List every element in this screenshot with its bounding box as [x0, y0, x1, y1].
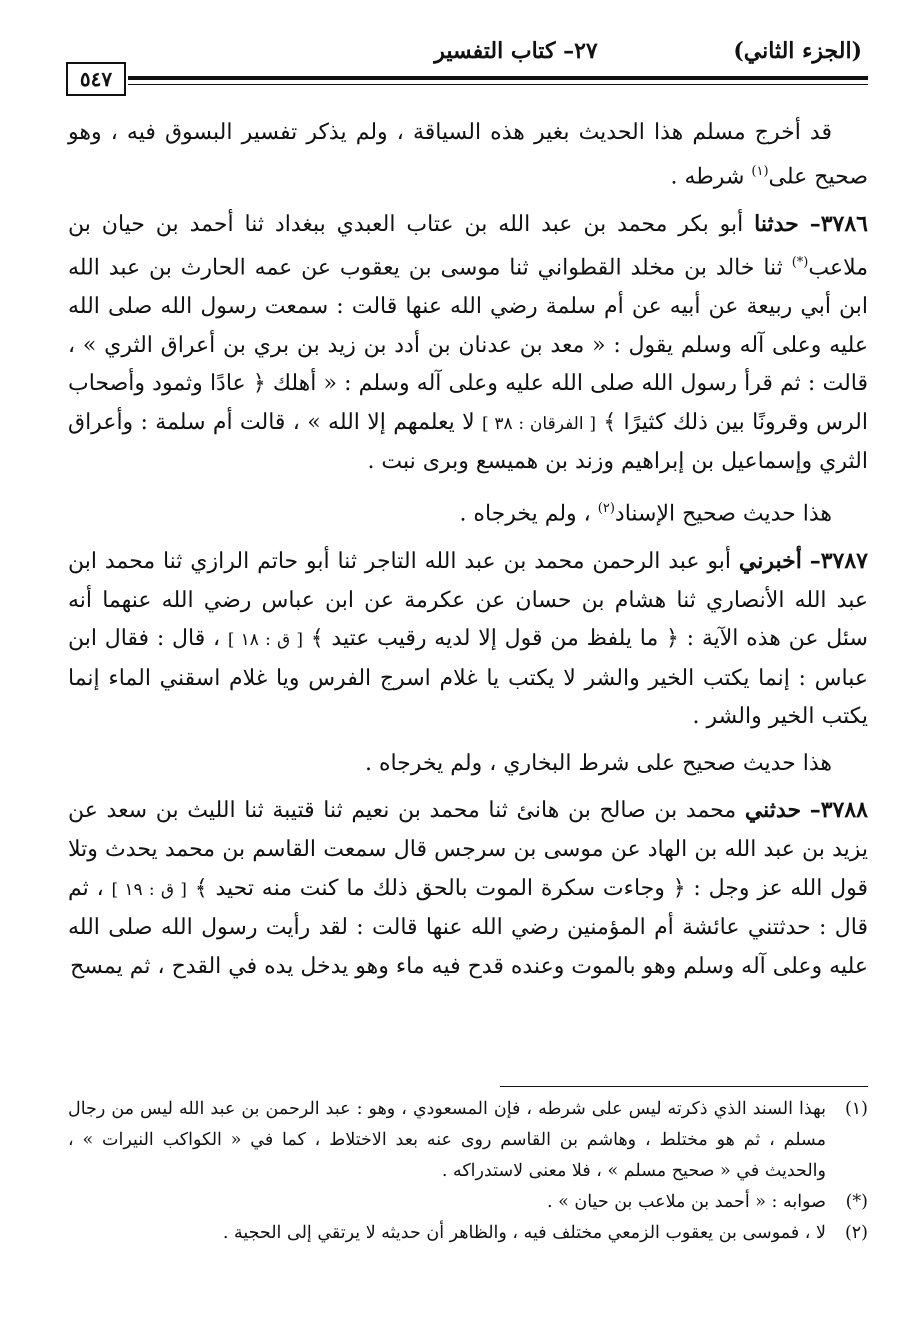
quran-reference: [ الفرقان : ٣٨ ] [482, 413, 596, 434]
page-number: ٥٤٧ [79, 67, 113, 91]
footnotes [68, 1094, 868, 1249]
main-text [68, 114, 868, 994]
hadith-text: أبو عبد الرحمن محمد بن عبد الله التاجر ثنا أبو حاتم الرازي ثنا محمد ابن عبد الله الأنصاري ثنا هشام بن حسان عن عكرمة عن ابن عباس رضي الله عنهما أنه سئل عن هذه الآية : ﴿ ما يلفظ من قول إلا لديه رقيب عتيد ﴾ [68, 548, 868, 652]
hadith-number: ٣٧٨٨– [809, 797, 868, 824]
grading-text-end: ، ولم يخرجاه . [459, 501, 591, 527]
hadith-3786 [68, 205, 868, 482]
footnote-text: صوابه : « أحمد بن ملاعب بن حيان » . [546, 1192, 826, 1212]
hadith-text: لا يعلمهم إلا الله » ، قالت أم سلمة : وأعراق الثري وإسماعيل بن إبراهيم وزند بن هميسع وبرى نبت . [68, 409, 868, 475]
footnote [68, 1218, 868, 1249]
volume-label: (الجزء الثاني) [733, 38, 862, 64]
header-rule-thick [128, 76, 868, 80]
hadith-text: أبو بكر محمد بن عبد الله بن عتاب العبدي ببغداد ثنا أحمد بن حيان بن ملاعب [68, 211, 868, 281]
footnote-text: لا ، فموسى بن يعقوب الزمعي مختلف فيه ، والظاهر أن حديثه لا يرتقي إلى الحجية . [222, 1223, 826, 1243]
footnote-mark: (٢) [844, 1223, 868, 1243]
book-title: ٢٧– كتاب التفسير [434, 38, 598, 64]
quran-reference: [ ق : ١٩ ] [111, 879, 187, 900]
grading-text: هذا حديث صحيح على شرط البخاري ، ولم يخرجاه . [364, 750, 832, 776]
footnote-marker-1[interactable]: (١) [751, 163, 769, 179]
footnote [68, 1187, 868, 1218]
hadith-number: ٣٧٨٦– [809, 210, 868, 237]
hadith-number: ٣٧٨٧– [809, 547, 868, 574]
grading-3786 [68, 490, 868, 534]
footnote-separator [500, 1086, 868, 1087]
footnote-marker-2[interactable]: (٢) [597, 501, 615, 516]
quran-reference: [ ق : ١٨ ] [227, 630, 304, 651]
intro-end: شرطه . [670, 163, 745, 189]
page-number-box [66, 62, 126, 96]
grading-text: هذا حديث صحيح الإسناد [614, 501, 832, 527]
page-header [66, 32, 868, 94]
hadith-text: ، ثم قال : حدثتني عائشة أم المؤمنين رضي الله عنها قالت : لقد رأيت رسول الله صلى الله عليه وعلى آله وسلم وهو بالموت وعنده قدح فيه ماء وهو يدخل يده في القدح ، ثم يمسح [68, 875, 868, 979]
footnote [68, 1094, 868, 1187]
grading-3787 [68, 745, 868, 784]
footnote-text: بهذا السند الذي ذكرته ليس على شرطه ، فإن المسعودي ، وهو : عبد الرحمن بن عبد الله ليس من رجال مسلم ، ثم هو مختلط ، وهاشم بن القاسم روى عنه بعد الاختلاط ، كما في « الكواكب النيرات » ، والحديث في « صحيح مسلم » ، فلا معنى لاستدراكه . [68, 1099, 826, 1181]
hadith-text: محمد بن صالح بن هانئ ثنا محمد بن نعيم ثنا قتيبة ثنا الليث بن سعد عن يزيد بن عبد الله بن الهاد عن موسى بن سرجس قال سمعت القاسم بن محمد يحدث وتلا قول الله عز وجل : ﴿ وجاءت سكرة الموت بالحق ذلك ما كنت منه تحيد ﴾ [68, 798, 869, 901]
hadith-lead: حدثني [744, 797, 802, 824]
hadith-lead: حدثنا [754, 210, 799, 237]
header-rule-thin [128, 84, 868, 85]
hadith-3787 [68, 542, 868, 737]
hadith-text: ثنا خالد بن مخلد القطواني ثنا موسى بن يعقوب عن عمه الحارث بن عبد الله ابن أبي ربيعة عن أبيه عن أم سلمة رضي الله عنها قالت : سمعت رسول الله صلى الله عليه وعلى آله وسلم يقول : « معد بن عدنان بن أدد بن زيد بن بري بن أعراق الثري » ، قالت : ثم قرأ رسول الله صلى الله عليه وعلى آله وسلم : « أهلك ﴿ عادًا وثمود وأصحاب الرس وقرونًا بين ذلك كثيرًا ﴾ [68, 255, 868, 435]
hadith-lead: أخبرني [738, 547, 802, 574]
paragraph-intro [68, 114, 868, 197]
footnote-mark: (١) [844, 1099, 868, 1119]
footnote-mark: (*) [845, 1192, 868, 1212]
intro-text: قد أخرج مسلم هذا الحديث بغير هذه السياقة ، ولم يذكر تفسير البسوق فيه ، وهو صحيح على [68, 120, 868, 189]
footnote-marker-star[interactable]: (*) [791, 255, 809, 271]
hadith-3788 [68, 791, 868, 986]
hadith-text: ، قال : فقال ابن عباس : إنما يكتب الخير والشر لا يكتب يا غلام اسرج الفرس ويا غلام اسقني الماء إنما يكتب الخير والشر . [68, 626, 868, 730]
